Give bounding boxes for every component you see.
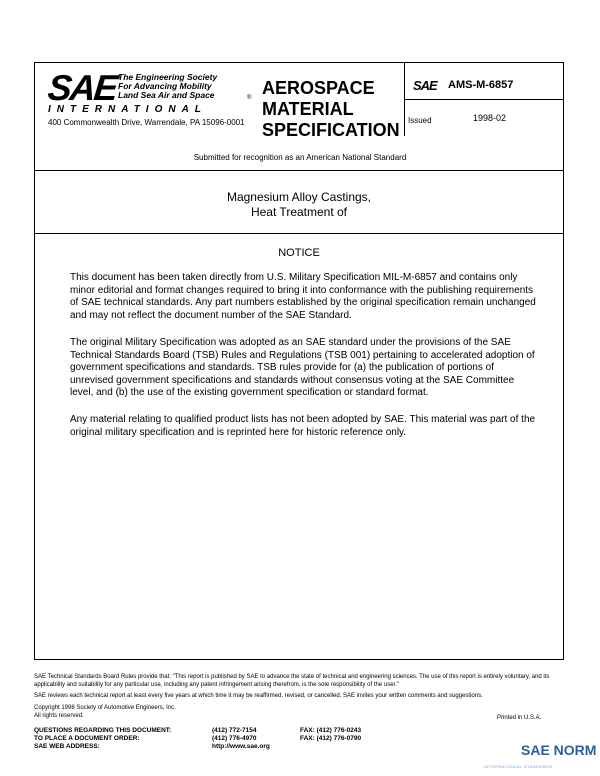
contact-label: TO PLACE A DOCUMENT ORDER: [34, 735, 140, 742]
notice-paragraph-1: This document has been taken directly from U.S. Military Specification MIL-M-6857 and contains only minor editorial and format changes required to bring it into conformance with the publishing requirements of SAE technical standards. Any part numbers established by the original specification remain unchanged and may not reflect the document number of the SAE Standard. [70, 272, 536, 321]
contact-fax: FAX: (412) 776-0243 [300, 727, 362, 734]
international-label: INTERNATIONAL [48, 104, 207, 115]
issued-label: Issued [408, 116, 432, 125]
specification-title [262, 78, 400, 141]
notice-paragraph-2: The original Military Specification was adopted as an SAE standard under the provisions of the SAE Technical Standards Board (TSB) Rules and Regulations (TSB 001) pertaining to accelerated adoption of government specifications and standards. TSB rules provide for (a) the publication of portions of unrevised government specifications and standards without consensus voting at the SAE Committee level, and (b) the use of the existing government specification or standard format. [70, 337, 535, 398]
sae-address: 400 Commonwealth Drive, Warrendale, PA 15096-0001 [48, 118, 245, 127]
web-address-link[interactable]: http://www.sae.org [212, 743, 270, 750]
document-number: AMS-M-6857 [448, 79, 514, 91]
contact-phone: (412) 776-4970 [212, 735, 257, 742]
notice-paragraph-3: Any material relating to qualified product lists has not been adopted by SAE. This material was part of the original military specification and is reprinted here for historic reference only. [70, 414, 536, 438]
sae-norm-watermark: SAE NORM [521, 742, 597, 758]
contact-row-web [34, 743, 454, 751]
contact-table [34, 727, 454, 751]
contact-label: SAE WEB ADDRESS: [34, 743, 100, 750]
contact-row-order [34, 735, 454, 743]
submitted-notice: Submitted for recognition as an American National Standard [193, 153, 407, 162]
document-title-line-2: Heat Treatment of [250, 205, 348, 219]
contact-row-questions [34, 727, 454, 735]
tagline-line-1: The Engineering Society [118, 72, 218, 82]
tagline-line-2: For Advancing Mobility [118, 81, 212, 91]
contact-label: QUESTIONS REGARDING THIS DOCUMENT: [34, 727, 172, 734]
contact-phone: (412) 772-7154 [212, 727, 257, 734]
sae-tagline [118, 73, 217, 100]
title-divider [34, 233, 564, 234]
spec-title-line-2: MATERIAL [262, 99, 354, 119]
sae-logo: SAE [45, 67, 119, 108]
document-title-line-1: Magnesium Alloy Castings, [226, 190, 372, 204]
notice-heading: NOTICE [278, 247, 320, 259]
tagline-line-3: Land Sea Air and Space [118, 90, 215, 100]
sae-small-logo: SAE [413, 78, 437, 93]
printed-note: Printed in U.S.A. [497, 715, 542, 721]
watermark-subtitle: INTERNATIONAL STANDARDS [484, 764, 553, 769]
contact-fax: FAX: (412) 776-0790 [300, 735, 362, 742]
tsb-rules-note: SAE Technical Standards Board Rules provide that: "This report is published by SAE to advance the state of technical and engineering sciences. The use of this report is entirely voluntary, and its applicability and suitability for any particular use, including any patent infringement arising therefrom, is the sole responsibility of the user." [34, 674, 550, 688]
spec-title-line-3: SPECIFICATION [262, 120, 400, 140]
review-note: SAE reviews each technical report at least every five years at which time it may be reaffirmed, revised, or cancelled. SAE invites your written comments and suggestions. [34, 693, 483, 699]
rights-note: All rights reserved. [34, 713, 84, 719]
copyright-note: Copyright 1998 Society of Automotive Engineers, Inc. [34, 705, 176, 711]
registered-mark: ® [247, 95, 252, 101]
doc-number-divider [404, 99, 564, 100]
document-title [34, 190, 564, 220]
spec-title-line-1: AEROSPACE [262, 78, 375, 98]
header-divider [34, 170, 564, 171]
issued-date: 1998-02 [473, 113, 507, 123]
